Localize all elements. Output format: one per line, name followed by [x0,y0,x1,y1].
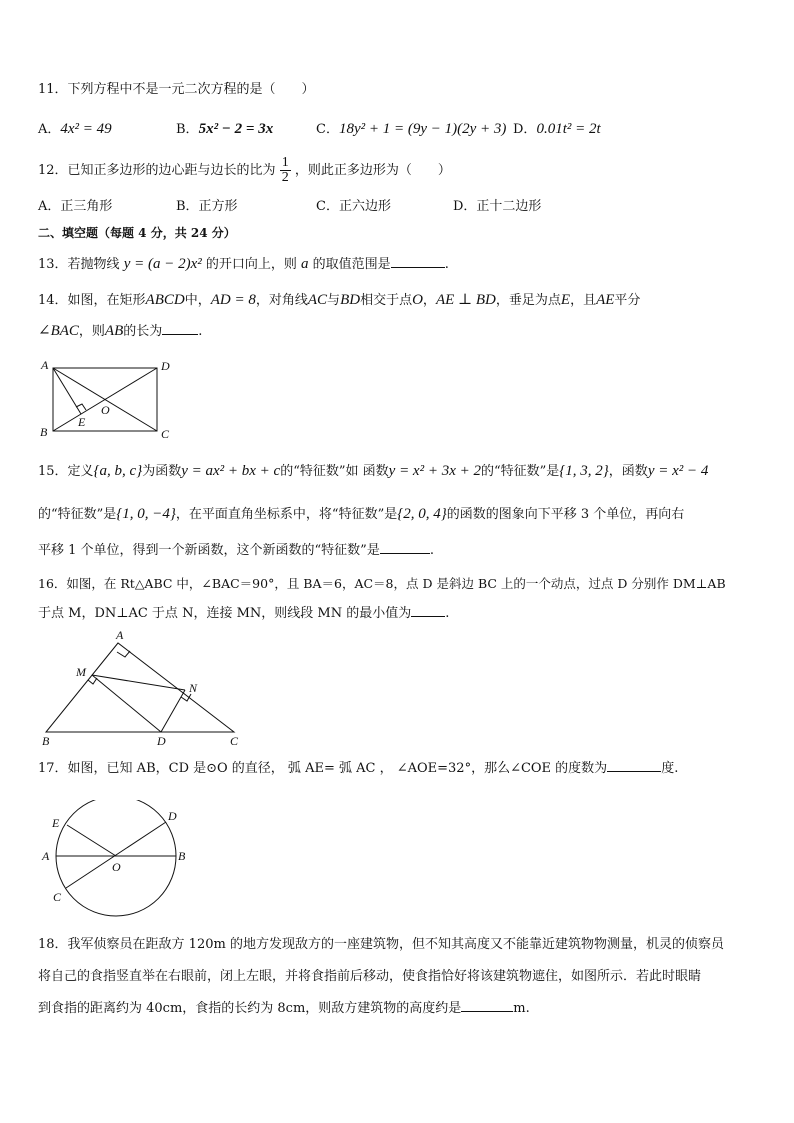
text: 的“特征数”是 [481,464,560,479]
answer-blank[interactable] [461,999,513,1012]
math: {1, 3, 2} [559,463,609,479]
text: 17．如图，已知 AB，CD 是⊙O 的直径， 弧 AE= 弧 AC ， ∠AOE=32°，那么∠COE 的度数为 [38,761,608,776]
q16-triangle-figure [36,626,248,748]
label-d: D [168,809,177,823]
q13 [38,255,449,274]
text: ，对角线 [255,293,308,308]
section-heading: 二、填空题（每题 4 分，共 24 分） [38,226,236,240]
fraction-denominator: 2 [281,170,289,185]
text: . [198,324,203,339]
option-label: A． [38,122,61,137]
radius-oe [67,825,116,856]
text: 中， [184,293,211,308]
q12-option-c[interactable]: C．正六边形 [316,199,391,214]
fraction [280,156,291,185]
label-a: A [42,849,50,863]
text: 的“特征数”如 函数 [280,464,389,479]
q13-mid: 的开口向上，则 [205,257,297,272]
q15-line2 [38,505,684,524]
text: ，则 [78,324,105,339]
triangle-abc [46,643,234,732]
text: ，且 [570,293,597,308]
text: 到食指的距离约为 40cm，食指的长约为 8cm，则敌方建筑物的高度约是 [38,1001,462,1016]
math: {2, 0, 4} [397,506,447,522]
text: 平分 [614,293,641,308]
label-a: A [116,628,124,642]
text: . [429,543,434,558]
text: ，函数 [608,464,648,479]
math: AE ⊥ BD [435,292,496,308]
circle-o [56,800,176,916]
q11-stem: 11．下列方程中不是一元二次方程的是（ ） [38,82,315,97]
q11-option-b[interactable] [176,120,273,139]
q12-option-d[interactable]: D．正十二边形 [453,199,542,214]
math: AC [307,292,328,308]
text: 平移 1 个单位，得到一个新函数，这个新函数的“特征数”是 [38,543,380,558]
q11-option-c[interactable] [316,120,506,139]
q11-option-d[interactable] [513,120,601,139]
text: 的长为 [123,324,163,339]
text: 15．定义 [38,464,94,479]
text: 14．如图，在矩形 [38,293,146,308]
q12-stem [38,156,451,185]
option-label: D． [513,122,537,137]
text: 于点 M，DN⊥AC 于点 N，连接 MN，则线段 MN 的最小值为 [38,606,412,621]
answer-blank[interactable] [411,604,445,617]
label-e: E [52,816,60,830]
q12-option-b[interactable]: B．正方形 [176,199,238,214]
math: AB [104,323,124,339]
text: m. [513,1001,530,1016]
math: ∠BAC [38,323,79,339]
q14-rectangle-figure [30,352,190,444]
math: BD [340,292,361,308]
q12-stem-post: ，则此正多边形为（ ） [294,163,451,178]
math: {a, b, c} [93,463,143,479]
text: ， [422,293,436,308]
text: . [445,606,450,621]
answer-blank[interactable] [162,322,198,335]
option-label: B． [176,122,199,137]
q16-line1: 16．如图，在 Rt△ABC 中，∠BAC＝90°，且 BA＝6，AC＝8，点 D 是斜边 BC 上的一个动点，过点 D 分别作 DM⊥AB [38,576,726,591]
math: {1, 0, −4} [116,506,176,522]
text: 的函数的图象向下平移 3 个单位，再向右 [446,507,685,522]
q14-line1 [38,291,640,310]
q15-line1 [38,462,708,481]
q18-line2: 将自己的食指竖直举在右眼前，闭上左眼，并将食指前后移动，使食指恰好将该建筑物遮住，如图所示．若此时眼睛 [38,969,702,984]
q13-post: 的取值范围是 [312,257,391,272]
q15-line3 [38,541,434,560]
q14-line2 [38,322,202,341]
math: AE [596,292,615,308]
equation: 0.01t² = 2t [536,121,601,137]
math: y = x² + 3x + 2 [388,463,481,479]
right-angle-mark-a [117,651,130,657]
q16-line2 [38,604,449,623]
label-d: D [157,734,166,748]
text: 相交于点 [360,293,413,308]
label-b: B [40,425,48,439]
segment-mn [92,675,185,690]
math: O [412,292,423,308]
label-m: M [76,665,86,679]
q18-line1: 18．我军侦察员在距敌方 120m 的地方发现敌方的一座建筑物，但不知其高度又不能靠近建筑物物测量，机灵的侦察员 [38,937,724,952]
equation: 4x² = 49 [60,121,112,137]
q13-pre: 13．若抛物线 [38,257,120,272]
label-b: B [178,849,186,863]
fraction-numerator: 1 [281,155,289,170]
q18-line3 [38,999,530,1018]
math: y = x² − 4 [647,463,709,479]
text: ，垂足为点 [495,293,561,308]
q13-equation: y = (a − 2)x² [123,256,202,272]
text: 的“特征数”是 [38,507,117,522]
q13-var: a [301,256,309,272]
q11-option-a[interactable] [38,120,112,139]
text: 与 [327,293,341,308]
math: y = ax² + bx + c [181,463,281,479]
label-d: D [161,359,170,373]
equation: 5x² − 2 = 3x [198,121,274,137]
label-a: A [41,358,49,372]
segment-dn [161,690,185,732]
answer-blank[interactable] [380,541,430,554]
label-o: O [112,860,121,874]
label-c: C [161,427,170,441]
option-label: C． [316,122,339,137]
label-c: C [53,890,62,904]
segment-dm [92,675,161,732]
text: ，在平面直角坐标系中，将“特征数”是 [175,507,398,522]
math: AD = 8 [210,292,256,308]
q13-end: . [444,257,449,272]
text: 度. [661,761,679,776]
label-o: O [101,403,110,417]
text: 为函数 [142,464,182,479]
q17-line [38,759,678,778]
label-c: C [230,734,239,748]
q17-circle-figure [36,800,196,920]
math: ABCD [145,292,185,308]
answer-blank[interactable] [391,255,445,268]
equation: 18y² + 1 = (9y − 1)(2y + 3) [338,121,507,137]
q12-stem-pre: 12．已知正多边形的边心距与边长的比为 [38,163,276,178]
diameter-cd [66,822,166,888]
label-e: E [78,415,86,429]
label-b: B [42,734,50,748]
q12-option-a[interactable]: A．正三角形 [38,199,113,214]
answer-blank[interactable] [607,759,661,772]
math: E [560,292,571,308]
label-n: N [189,681,198,695]
